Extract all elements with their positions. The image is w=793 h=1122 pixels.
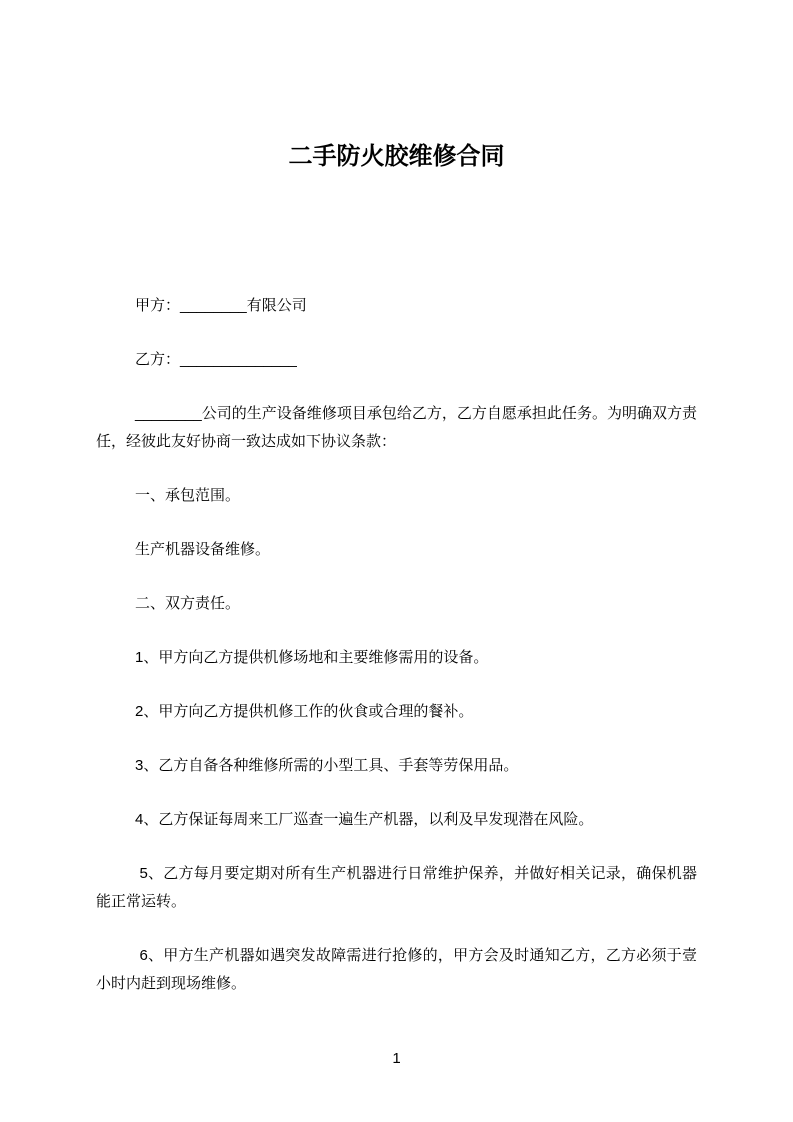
paragraph: 5、乙方每月要定期对所有生产机器进行日常维护保养，并做好相关记录，确保机器能正常运转。 (96, 865, 697, 910)
paragraph: 1、甲方向乙方提供机修场地和主要维修需用的设备。 (135, 649, 489, 666)
paragraph: 3、乙方自备各种维修所需的小型工具、手套等劳保用品。 (135, 757, 519, 774)
paragraph: 生产机器设备维修。 (135, 541, 271, 558)
paragraph: 二、双方责任。 (135, 595, 241, 612)
paragraph: 一、承包范围。 (135, 487, 241, 504)
paragraph: 6、甲方生产机器如遇突发故障需进行抢修的，甲方会及时通知乙方，乙方必须于壹小时内赶到现场维修。 (96, 947, 697, 992)
paragraph: 乙方：______________ (135, 351, 297, 368)
paragraph: 甲方：________有限公司 (135, 297, 307, 314)
document-title: 二手防火胶维修合同 (288, 143, 505, 170)
paragraph: 4、乙方保证每周来工厂巡查一遍生产机器，以利及早发现潜在风险。 (135, 811, 594, 828)
document-body (96, 292, 697, 998)
page-number: 1 (392, 1050, 401, 1067)
paragraph: ________公司的生产设备维修项目承包给乙方，乙方自愿承担此任务。为明确双方责任，经彼此友好协商一致达成如下协议条款： (96, 405, 697, 450)
document-content (96, 141, 697, 1024)
paragraph: 2、甲方向乙方提供机修工作的伙食或合理的餐补。 (135, 703, 474, 720)
